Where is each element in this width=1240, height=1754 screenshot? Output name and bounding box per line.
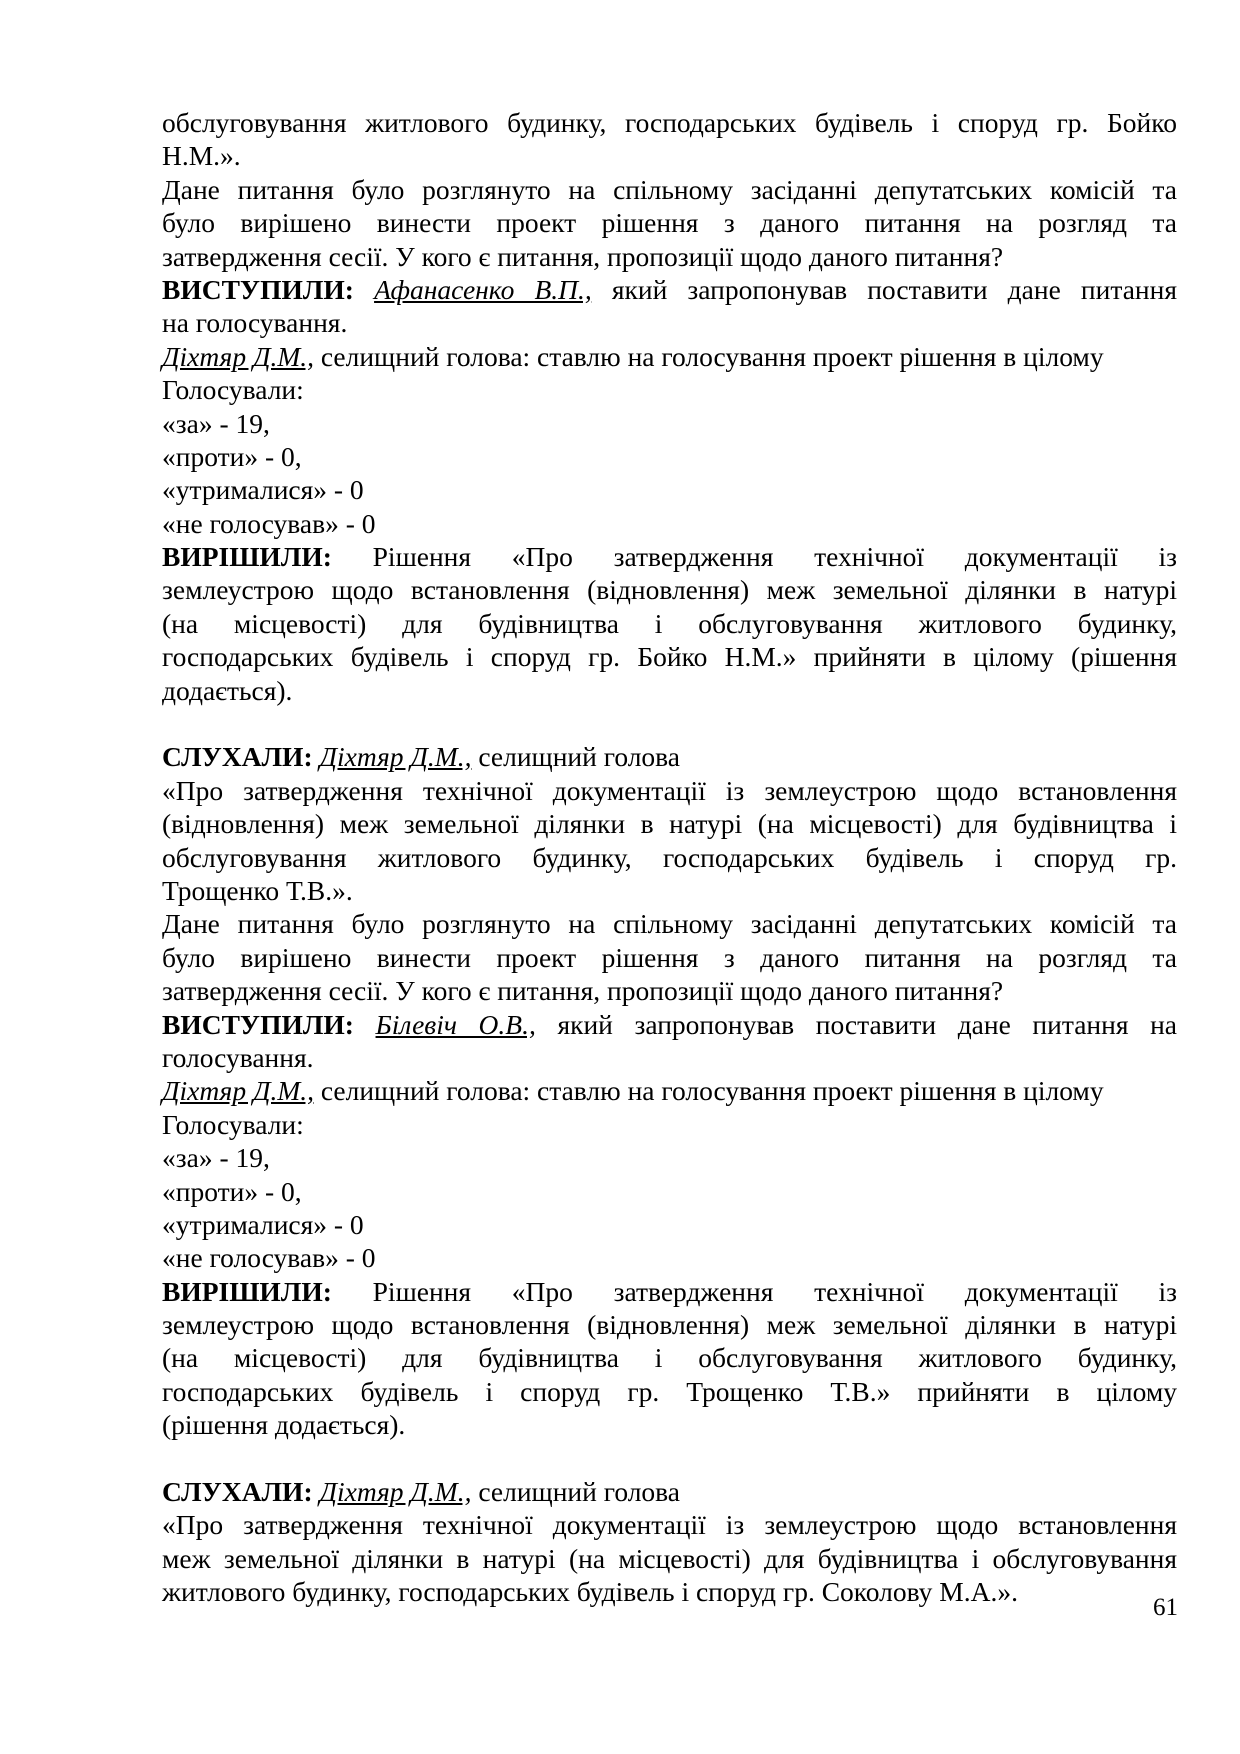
line-text: землеустрою щодо встановлення (відновлення) меж земельної ділянки в натурі [162, 1309, 1177, 1341]
text-line [162, 1041, 1177, 1074]
line-text: затвердження сесії. У кого є питання, пропозиції щодо даного питання? [162, 975, 1004, 1007]
line-text: «не голосував» - 0 [162, 507, 376, 539]
section-label: ВИСТУПИЛИ: [162, 1008, 354, 1040]
line-text: «утрималися» - 0 [162, 1208, 364, 1240]
line-text: господарських будівель і споруд гр. Бойко Н.М.» прийняти в цілому (рішення [162, 641, 1177, 673]
line-text: (на місцевості) для будівництва і обслуговування житлового будинку, [162, 1342, 1177, 1374]
section-label: ВИСТУПИЛИ: [162, 273, 354, 305]
text-line [162, 1575, 1177, 1608]
text-line [162, 1375, 1177, 1408]
text-line [162, 407, 1177, 440]
text-line [162, 1475, 1177, 1508]
line-text: який запропонував поставити дане питання на [535, 1008, 1177, 1040]
text-line [162, 1408, 1177, 1441]
line-text: обслуговування житлового будинку, господарських будівель і споруд гр. [162, 841, 1177, 873]
line-text: Голосували: [162, 374, 304, 406]
line-text: Дане питання було розглянуто на спільному засіданні депутатських комісій та [162, 908, 1177, 940]
text-line [162, 1108, 1177, 1141]
line-text: Трощенко Т.В.». [162, 874, 353, 906]
speaker-name: Афанасенко В.П., [374, 273, 592, 305]
text-line [162, 1308, 1177, 1341]
text-line [162, 674, 1177, 707]
line-text: було вирішено винести проект рішення з даного питання на розгляд та [162, 941, 1177, 973]
text-line [162, 1275, 1177, 1308]
text-line [162, 240, 1177, 273]
speaker-name: Діхтяр Д.М., [162, 1075, 314, 1107]
line-text: голосування. [162, 1041, 314, 1073]
line-text: «проти» - 0, [162, 1175, 302, 1207]
line-text: селищний голова [471, 1476, 681, 1508]
text-line [162, 1542, 1177, 1575]
line-text: обслуговування житлового будинку, господарських будівель і споруд гр. Бойко [162, 107, 1177, 138]
text-line [162, 206, 1177, 239]
text-line [162, 941, 1177, 974]
line-text: «не голосував» - 0 [162, 1242, 376, 1274]
line-text: (рішення додається). [162, 1409, 406, 1441]
speaker-name: Білевіч О.В., [375, 1008, 536, 1040]
document-body [162, 106, 1177, 1609]
line-text: (на місцевості) для будівництва і обслуговування житлового будинку, [162, 607, 1177, 639]
text-line [162, 974, 1177, 1007]
line-text: «утрималися» - 0 [162, 474, 364, 506]
line-text: «за» - 19, [162, 407, 270, 439]
text-line [162, 373, 1177, 406]
line-text: Рішення «Про затвердження технічної документації із [372, 1275, 1178, 1307]
text-line [162, 507, 1177, 540]
line-text: селищний голова: ставлю на голосування проект рішення в цілому [313, 1075, 1104, 1107]
text-line [162, 774, 1177, 807]
line-text: селищний голова [471, 741, 681, 773]
text-line [162, 1008, 1177, 1041]
paragraph-gap [162, 1442, 1177, 1475]
line-text: на голосування. [162, 307, 348, 339]
line-text: (відновлення) меж земельної ділянки в натурі (на місцевості) для будівництва і [162, 808, 1177, 840]
line-text: «Про затвердження технічної документації із землеустрою щодо встановлення [162, 1509, 1177, 1541]
text-line [162, 1175, 1177, 1208]
text-line [162, 874, 1177, 907]
line-text: «проти» - 0, [162, 440, 302, 472]
text-line [162, 1508, 1177, 1541]
text-line [162, 1341, 1177, 1374]
line-text: житлового будинку, господарських будівель і споруд гр. Соколову М.А.». [162, 1576, 1018, 1608]
speaker-name: Діхтяр Д.М., [319, 1476, 472, 1508]
text-line [162, 1208, 1177, 1241]
line-text: «Про затвердження технічної документації із землеустрою щодо встановлення [162, 774, 1177, 806]
line-text: землеустрою щодо встановлення (відновлення) меж земельної ділянки в натурі [162, 574, 1177, 606]
text-line [162, 173, 1177, 206]
text-line [162, 306, 1177, 339]
text-line [162, 106, 1177, 139]
section-label: СЛУХАЛИ: [162, 1476, 313, 1508]
line-text: було вирішено винести проект рішення з даного питання на розгляд та [162, 207, 1177, 239]
text-line [162, 1241, 1177, 1274]
line-text: Н.М.». [162, 140, 241, 172]
line-text: Рішення «Про затвердження технічної документації із [372, 541, 1178, 573]
text-line [162, 740, 1177, 773]
text-line [162, 807, 1177, 840]
line-text: селищний голова: ставлю на голосування проект рішення в цілому [313, 340, 1104, 372]
line-text: Дане питання було розглянуто на спільному засіданні депутатських комісій та [162, 173, 1177, 205]
section-label: ВИРІШИЛИ: [162, 541, 332, 573]
text-line [162, 540, 1177, 573]
speaker-name: Діхтяр Д.М., [319, 741, 472, 773]
text-line [162, 841, 1177, 874]
line-text: затвердження сесії. У кого є питання, пропозиції щодо даного питання? [162, 240, 1004, 272]
speaker-name: Діхтяр Д.М., [162, 340, 314, 372]
text-line [162, 1141, 1177, 1174]
paragraph-gap [162, 707, 1177, 740]
line-text: Голосували: [162, 1108, 304, 1140]
line-text: меж земельної ділянки в натурі (на місцевості) для будівництва і обслуговування [162, 1542, 1177, 1574]
text-line [162, 473, 1177, 506]
section-label: ВИРІШИЛИ: [162, 1275, 332, 1307]
line-text: господарських будівель і споруд гр. Трощенко Т.В.» прийняти в цілому [162, 1375, 1177, 1407]
line-text: «за» - 19, [162, 1142, 270, 1174]
text-line [162, 440, 1177, 473]
text-line [162, 273, 1177, 306]
text-line [162, 573, 1177, 606]
line-text: який запропонував поставити дане питання [591, 273, 1177, 305]
text-line [162, 607, 1177, 640]
text-line [162, 340, 1177, 373]
page-number: 61 [1153, 1594, 1178, 1621]
text-line [162, 139, 1177, 172]
text-line [162, 907, 1177, 940]
line-text: додається). [162, 674, 293, 706]
section-label: СЛУХАЛИ: [162, 741, 313, 773]
text-line [162, 1074, 1177, 1107]
text-line [162, 640, 1177, 673]
